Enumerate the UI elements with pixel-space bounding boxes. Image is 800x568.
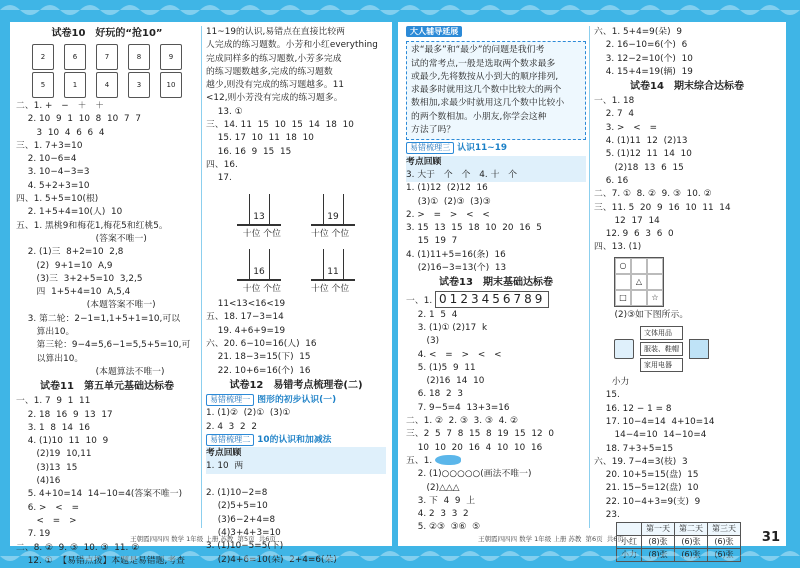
abacus-row-bottom — [206, 243, 386, 281]
tutor-pill: 大人辅导延展 — [406, 26, 462, 37]
quiz-10-title: 试卷10 好玩的“抢10” — [51, 28, 163, 39]
answer-line: 2. (1)三 8+2=10 2,8 — [16, 247, 124, 258]
answer-line: (2)19 10,11 — [16, 449, 92, 460]
playing-card: 2 — [32, 44, 54, 70]
answer-line: (2)16 14 10 — [406, 376, 485, 387]
answer-text: 五、1. — [406, 455, 433, 466]
grid-cell — [647, 274, 663, 290]
abacus-value: 13 — [253, 211, 265, 222]
question-17-label: 17. — [206, 173, 232, 184]
grid-cell — [647, 258, 663, 274]
right-column-2 — [594, 26, 780, 560]
card-row-bottom — [16, 72, 198, 98]
answer-line: 二、8. ② 9. ③ 10. ③ 11. ② — [16, 542, 140, 553]
answer-line: 11~19的认识,易错点在直接比较两 — [206, 27, 346, 37]
star-icon: ☆ — [647, 290, 663, 306]
answer-line: 3. 第二轮：2−1=1,1+5+1=10,可以 — [16, 313, 181, 324]
answer-line: 算出10。 — [16, 327, 75, 338]
answer-line: 越少,则没有完成的练习题越多。11 — [206, 80, 344, 91]
answer-line: 23. — [594, 510, 620, 521]
answer-line: 3 10 4 6 6 4 — [16, 127, 105, 138]
table-cell: 第一天 — [642, 523, 675, 536]
abacus-value: 16 — [253, 266, 265, 277]
section-tag: 易错梳理三 — [406, 142, 454, 154]
answer-line: 3. 1 8 14 16 — [16, 422, 90, 433]
answer-line: 13. ① — [206, 106, 243, 117]
answer-line: 1. 10 两 — [206, 460, 386, 473]
answer-line: 11<13<16<19 — [206, 299, 286, 310]
answer-line: 5. (1)5 9 11 — [406, 362, 476, 373]
answer-line: 2. (1)10−2=8 — [206, 488, 268, 499]
answer-line: 3. (1)10−5=5(下) — [206, 541, 284, 552]
section-subtitle: 认识11~19 — [457, 143, 508, 154]
answer-line: 小力 — [594, 377, 630, 388]
answer-line: 4. (1)10 11 10 9 — [16, 436, 109, 447]
tutor-line: 求最多时就用这几个数中比较大的两个 — [411, 85, 562, 96]
abacus-row-top — [206, 188, 386, 226]
answer-line: 7. 9−5=4 13+3=16 — [406, 402, 510, 413]
answer-line: 7. 19 — [16, 529, 51, 540]
answer-line: (4)16 — [16, 476, 61, 487]
top-wave-border — [0, 0, 800, 10]
answer-line: (2)③如下图所示。 — [594, 309, 689, 320]
review-label: 考点回顾 — [406, 156, 442, 167]
answer-line: 3. 下 4 9 上 — [406, 495, 476, 506]
answer-line: 17. 10−4=14 4+10=14 — [594, 416, 715, 427]
answer-line: (3) — [406, 336, 440, 347]
answer-line: 4. (1)11 12 (2)13 — [594, 136, 688, 147]
answer-line: 3. 15 13 15 18 10 20 16 5 — [406, 223, 542, 234]
table-cell: (6)张 — [675, 549, 708, 562]
section-tag: 易错梳理二 — [206, 434, 254, 446]
answer-line: (2)18 13 6 15 — [594, 162, 684, 173]
answer-line: 五、1. 黑桃9和梅花1,梅花5和红桃5。 — [16, 220, 168, 231]
answer-line: 一、1. 7 9 1 11 — [16, 396, 91, 407]
tutor-line: 数相加,求最少时就用这几个数中比较小 — [411, 98, 565, 109]
answer-line: 3. 大于 个 个 4. 十 个 — [406, 169, 586, 182]
answer-line: 四、1. 5+5=10(根) — [16, 194, 99, 205]
answer-line: (本题答案不唯一) — [16, 300, 156, 311]
review-label: 考点回顾 — [206, 448, 242, 459]
abacus — [311, 188, 355, 226]
table-cell: (6)张 — [675, 536, 708, 549]
tutor-line: 试的常考点,一般是选取两个数求最多 — [411, 58, 556, 69]
answer-line: 2. 1+5+4=10(人) 10 — [16, 207, 123, 218]
answer-line: (2) 9+1=10 A,9 — [16, 260, 113, 271]
answer-line: 3. > < = — [594, 122, 657, 133]
table-cell: (6)张 — [708, 536, 741, 549]
answer-line: 2. 18 16 9 13 17 — [16, 409, 113, 420]
table-cell: (8)张 — [642, 536, 675, 549]
tutor-line: 方法了吗？ — [411, 125, 456, 136]
answer-line: 4. 2 3 3 2 — [406, 509, 469, 520]
answer-line: 第三轮：9−4=5,6−1=5,5+5=10,可 — [16, 340, 191, 351]
answer-line: 1. (1)② (2)① (3)① — [206, 408, 291, 419]
tutor-box — [406, 41, 586, 140]
answer-line: (本题算法不唯一) — [16, 366, 165, 377]
fish-icon — [435, 455, 461, 465]
playing-card: 9 — [160, 44, 182, 70]
playing-card: 3 — [128, 72, 150, 98]
quiz-14-title: 试卷14 期末综合达标卷 — [630, 81, 744, 93]
answer-line: 4. 5+2+3=10 — [16, 180, 90, 191]
answer-line: 2. 10−6=4 — [16, 154, 77, 165]
answer-line: (3)6−2+4=8 — [206, 514, 276, 525]
answer-line: 2. (1)○○○○○(画法不唯一) — [406, 469, 532, 480]
answer-line: (2)5+5=10 — [206, 501, 268, 512]
left-page — [10, 22, 392, 566]
answer-line: 6. 16 — [594, 175, 629, 186]
shape-grid — [614, 257, 664, 307]
square-icon: □ — [615, 290, 631, 306]
quiz-12-title: 试卷12 易错考点梳理卷(二) — [229, 379, 363, 391]
answer-line: 一、1. 18 — [594, 96, 635, 107]
playing-card: 1 — [64, 72, 86, 98]
table-cell: (8)张 — [642, 549, 675, 562]
tutor-line: 求“最多”和“最少”的问题是我们考 — [411, 45, 545, 56]
table-row — [617, 536, 741, 549]
answer-line: 2. 1 5 4 — [406, 309, 458, 320]
answer-line: 12 17 14 — [594, 215, 660, 226]
section-heading — [406, 142, 586, 155]
answer-line: (3)13 15 — [16, 462, 78, 473]
abacus-label: 十位 个位 — [311, 283, 350, 294]
answer-line: 二、7. ① 8. ② 9. ③ 10. ② — [594, 189, 712, 200]
answer-line: 六、20. 6−10=16(人) 16 — [206, 339, 317, 350]
answer-line: 15 19 7 — [406, 236, 458, 247]
right-page — [398, 22, 786, 560]
answer-line: 二、1. ② 2. ③ 3. ③ 4. ② — [406, 416, 518, 427]
answer-line: 四 1+5+4=10 A,5,4 — [16, 287, 131, 298]
triangle-icon: △ — [631, 274, 647, 290]
answer-line: 三、2 5 7 8 15 8 19 15 12 0 — [406, 429, 554, 440]
abacus — [237, 188, 281, 226]
answer-line: (2)4+6=10(朵) 2+4=6(朵) — [206, 554, 337, 565]
abacus-value: 19 — [327, 211, 339, 222]
answer-line: 4. 15+4=19(辆) 19 — [594, 66, 693, 77]
answer-line: 2. 4 3 2 2 — [206, 421, 258, 432]
left-footer: 王朝霞四四四 数学 1年级 上册 苏教 第5页 共6页 — [130, 535, 276, 543]
answer-line: 三、1. 7+3=10 — [16, 140, 83, 151]
answer-line: 以算出10。 — [16, 353, 84, 364]
abacus-value: 11 — [327, 266, 339, 277]
category-labels — [640, 324, 683, 374]
answer-line: <12,则小芳没有完成的练习题多。 — [206, 93, 343, 104]
answer-line: 16. 16 9 15 15 — [206, 146, 292, 157]
answer-line: 18. 7+3+5=15 — [594, 443, 674, 454]
answer-line: 3. (1)① (2)17 k — [406, 322, 488, 333]
grid-cell — [631, 290, 647, 306]
table-cell: (6)张 — [708, 549, 741, 562]
category-label: 文体用品 — [640, 326, 683, 340]
abacus-label-row-top — [206, 228, 386, 241]
review-heading — [406, 156, 586, 169]
grid-cell — [615, 274, 631, 290]
left-column-1 — [16, 26, 198, 566]
shape-grid-figure — [614, 257, 780, 307]
tutor-line: 或最少,先将数按从小到大的顺序排列, — [411, 71, 559, 82]
answer-line: 6. 18 2 3 — [406, 389, 464, 400]
answer-line: 1. (1)12 (2)12 16 — [406, 183, 488, 194]
circle-icon: ○ — [615, 258, 631, 274]
washer-icon — [614, 339, 634, 359]
answer-line: 人完成的练习题数。小芳和小红everything — [206, 40, 378, 51]
answer-line: 四、13. (1) — [594, 242, 642, 253]
abacus-label: 十位 个位 — [242, 283, 281, 294]
digits-row: 一、1. 0123456789 — [406, 291, 586, 308]
answer-line — [206, 474, 386, 487]
answer-line: 四、16. — [206, 159, 238, 170]
left-column-2 — [206, 26, 386, 565]
answer-line: 14−4=10 14−10=4 — [594, 430, 707, 441]
answer-line: 15. — [594, 390, 620, 401]
table-cell: 小力 — [617, 549, 642, 562]
answer-line: 2. > = > < < — [406, 209, 490, 220]
playing-card: 10 — [160, 72, 182, 98]
column-divider — [201, 26, 202, 528]
playing-card: 5 — [32, 72, 54, 98]
page-number: 31 — [761, 530, 780, 545]
right-footer: 王朝霞四四四 数学 1年级 上册 苏教 第6页 共6页 — [478, 535, 624, 543]
answer-line: 三、11. 5 20 9 16 10 11 14 — [594, 202, 731, 213]
answer-line: 3. 12−2=10(个) 10 — [594, 53, 693, 64]
answer-line: 4. < = > < < — [406, 349, 502, 360]
table-cell: 小红 — [617, 536, 642, 549]
playing-card: 8 — [128, 44, 150, 70]
quiz-11-title: 试卷11 第五单元基础达标卷 — [40, 381, 174, 393]
answer-line: (2)16−3=13(个) 13 — [406, 263, 507, 274]
bottom-wave-border — [0, 556, 800, 566]
answer-line: 20. 10+5=15(盘) 15 — [594, 470, 699, 481]
answer-line: 10 10 20 16 4 10 10 16 — [406, 442, 543, 453]
grid-cell — [631, 258, 647, 274]
table-cell: 第三天 — [708, 523, 741, 536]
answer-line: 3. 10−4−3=3 — [16, 167, 90, 178]
answer-line: (4)3+4+3=10 — [206, 527, 281, 538]
answer-line: 21. 18−3=15(下) 15 — [206, 352, 311, 363]
answer-line: (3)三 3+2+5=10 3,2,5 — [16, 273, 143, 284]
review-heading — [206, 447, 386, 460]
quiz-13-title: 试卷13 期末基础达标卷 — [439, 277, 553, 289]
matching-figure — [614, 324, 780, 374]
answer-line: 2. 7 4 — [594, 109, 635, 120]
answer-line — [406, 455, 586, 468]
answers-10 — [16, 100, 198, 379]
answer-line: 5. (1)12 11 14 10 — [594, 149, 692, 160]
answer-line: (答案不唯一) — [16, 233, 147, 244]
section-subtitle: 图形的初步认识(一) — [257, 394, 337, 405]
answer-line: 六、1. 5+4=9(朵) 9 — [594, 27, 682, 37]
answer-line: 2. 16−10=6(个) 6 — [594, 40, 688, 51]
answer-line: 五、18. 17−3=14 — [206, 312, 284, 323]
abacus — [237, 243, 281, 281]
category-label: 家用电器 — [640, 358, 683, 372]
answer-line: 19. 4+6+9=19 — [206, 325, 286, 336]
section-subtitle: 10的认识和加减法 — [257, 434, 332, 445]
answer-line: 二、1. + − ＋ ＋ — [16, 101, 105, 111]
table-cell: 第二天 — [675, 523, 708, 536]
answer-line: 15. 17 10 11 18 10 — [206, 133, 314, 144]
answer-line: 6. > < = — [16, 502, 79, 513]
tutor-heading — [406, 26, 586, 39]
playing-card: 6 — [64, 44, 86, 70]
section-heading — [206, 434, 386, 447]
digit-writing: 0123456789 — [435, 291, 549, 308]
playing-card: 4 — [96, 72, 118, 98]
answer-line: 22. 10+6=16(个) 16 — [206, 365, 311, 376]
answer-line: 16. 12 − 1 = 8 — [594, 403, 672, 414]
answer-line: 六、19. 7−4=3(枝) 3 — [594, 456, 688, 467]
playing-card: 7 — [96, 44, 118, 70]
section-tag: 易错梳理一 — [206, 394, 254, 406]
abacus-label-row-bottom — [206, 283, 386, 296]
answer-line: 5. ②③ ③⑥ ⑤ — [406, 522, 481, 533]
answer-line: 22. 10−4+3=9(支) 9 — [594, 496, 701, 507]
abacus — [311, 243, 355, 281]
answer-line: 的练习题数越多,完成的练习题数 — [206, 66, 333, 77]
card-row-top — [16, 44, 198, 70]
answer-line: 2. 10 9 1 10 8 10 7 7 — [16, 114, 141, 125]
column-divider — [589, 26, 590, 528]
answer-line: 4. (1)11+5=16(条) 16 — [406, 249, 506, 260]
answer-line: 21. 15−5=12(盘) 10 — [594, 483, 699, 494]
tutor-line: 的两个数相加。小朋友,你学会这种 — [411, 111, 547, 122]
answer-line: 三、14. 11 15 10 15 14 18 10 — [206, 120, 354, 131]
right-column-1 — [406, 26, 586, 533]
answer-line: 12. 9 6 3 6 0 — [594, 229, 674, 240]
table-header-row — [617, 523, 741, 536]
shirt-icon — [689, 339, 709, 359]
answer-line: (3)① (2)③ (3)③ — [406, 196, 491, 207]
abacus-label: 十位 个位 — [242, 228, 281, 239]
answer-line: 12. ① 【易错点拨】本题是易错题,考查 — [16, 555, 186, 566]
answer-line: 完成同样多的练习题数,小芳多完成 — [206, 53, 342, 64]
section-heading — [206, 394, 386, 407]
answer-line: (2)△△△ — [406, 482, 460, 493]
category-label: 服装、鞋帽 — [640, 342, 683, 356]
answer-line: 5. 4+10=14 14−10=4(答案不唯一) — [16, 489, 183, 500]
answer-line: < = > — [16, 515, 77, 526]
abacus-label: 十位 个位 — [311, 228, 350, 239]
